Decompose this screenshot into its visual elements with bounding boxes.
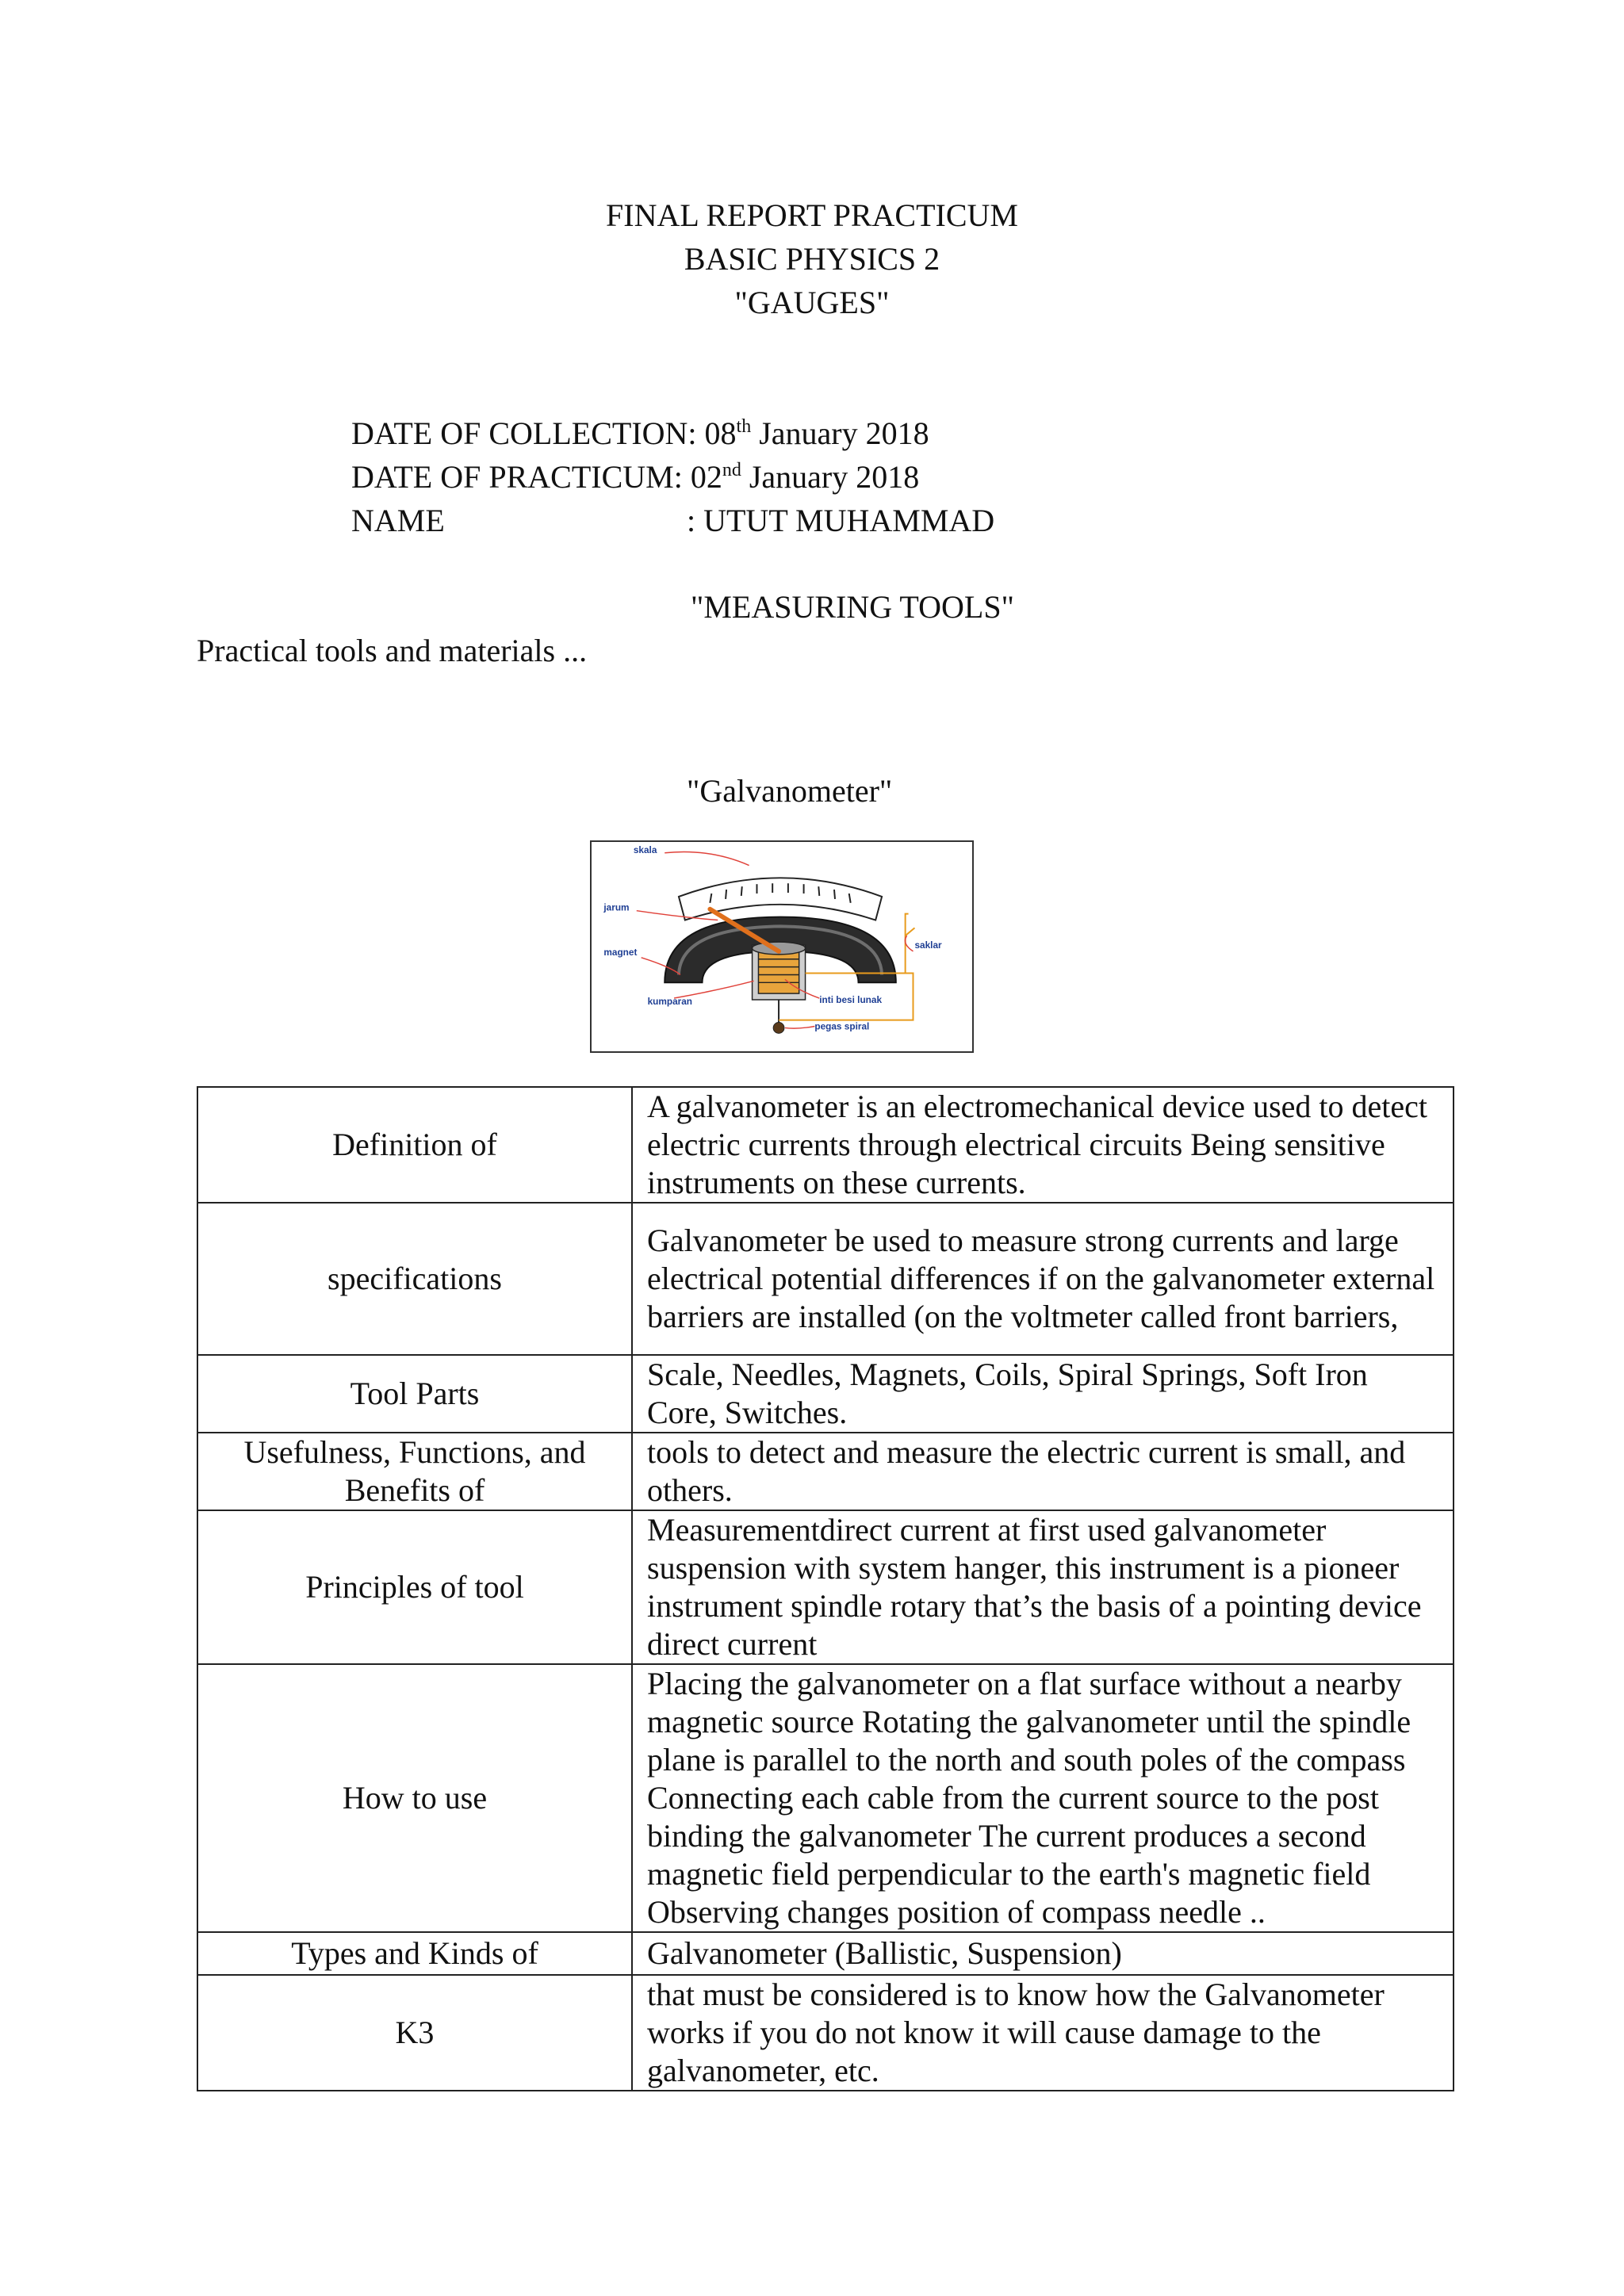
table-row — [197, 1203, 1454, 1355]
report-title: FINAL REPORT PRACTICUM — [606, 197, 1018, 233]
practicum-date-line — [351, 458, 919, 496]
table-row — [197, 1975, 1454, 2091]
name-value: : UTUT MUHAMMAD — [687, 503, 995, 538]
row-value: Galvanometer be used to measure strong currents and large electrical potential differences if on the galvanometer external barriers are installed (on the voltmeter called front barriers, — [632, 1203, 1454, 1355]
row-name: How to use — [197, 1664, 632, 1932]
row-value: Galvanometer (Ballistic, Suspension) — [632, 1932, 1454, 1975]
pole-u-label: U — [721, 972, 728, 984]
table-row — [197, 1664, 1454, 1932]
practicum-date-rest: January 2018 — [741, 459, 920, 495]
row-name: Principles of tool — [197, 1510, 632, 1664]
row-value: tools to detect and measure the electric current is small, and others. — [632, 1433, 1454, 1510]
label-saklar: saklar — [914, 939, 942, 951]
row-name: Tool Parts — [197, 1355, 632, 1433]
report-subject: "GAUGES" — [734, 285, 890, 320]
practicum-date-suffix: nd — [722, 460, 741, 480]
row-value: that must be considered is to know how the Galvanometer works if you do not know it will cause damage to the galvanometer, etc. — [632, 1975, 1454, 2091]
collection-date-rest: January 2018 — [751, 415, 929, 451]
label-inti-besi: inti besi lunak — [819, 993, 883, 1005]
label-pegas-spiral: pegas spiral — [814, 1020, 870, 1032]
row-value: Measurementdirect current at first used galvanometer suspension with system hanger, this instrument is a pioneer instrument spindle rotary that’s the basis of a pointing device direct current — [632, 1510, 1454, 1664]
row-value: Scale, Needles, Magnets, Coils, Spiral Springs, Soft Iron Core, Switches. — [632, 1355, 1454, 1433]
intro-text: Practical tools and materials ... — [197, 633, 588, 668]
scale-arc — [679, 878, 882, 920]
label-magnet: magnet — [603, 946, 638, 958]
practicum-date-label: DATE OF PRACTICUM: — [351, 459, 691, 495]
galvanometer-table — [197, 1086, 1454, 2091]
row-name: specifications — [197, 1203, 632, 1355]
collection-date-line — [351, 415, 929, 453]
table-row — [197, 1087, 1454, 1203]
figure-title: "Galvanometer" — [687, 773, 893, 809]
row-name: Types and Kinds of — [197, 1932, 632, 1975]
table-row — [197, 1433, 1454, 1510]
course-title: BASIC PHYSICS 2 — [684, 241, 940, 277]
section-title: "MEASURING TOOLS" — [691, 589, 1014, 625]
pole-s-label: S — [830, 972, 837, 984]
row-value: Placing the galvanometer on a flat surface without a nearby magnetic source Rotating the galvanometer until the spindle plane is parallel to the north and south poles of the compass Connecting each cable from the current source to the post binding the galvanometer The current produces a second magnetic field perpendicular to the earth's magnetic field Observing changes position of compass needle .. — [632, 1664, 1454, 1932]
collection-date-suffix: th — [736, 416, 752, 437]
table-row — [197, 1932, 1454, 1975]
table-row — [197, 1355, 1454, 1433]
label-kumparan: kumparan — [647, 995, 693, 1007]
collection-date-day: 08 — [704, 415, 737, 451]
row-name: K3 — [197, 1975, 632, 2091]
practicum-date-day: 02 — [690, 459, 722, 495]
spiral-spring — [773, 1023, 784, 1034]
label-jarum: jarum — [603, 901, 630, 913]
name-label: NAME — [351, 503, 445, 538]
table-row — [197, 1510, 1454, 1664]
row-value: A galvanometer is an electromechanical device used to detect electric currents through electrical circuits Being sensitive instruments on these currents. — [632, 1087, 1454, 1203]
collection-date-label: DATE OF COLLECTION: — [351, 415, 705, 451]
label-skala: skala — [633, 844, 657, 855]
row-name: Usefulness, Functions, and Benefits of — [197, 1433, 632, 1510]
galvanometer-diagram — [590, 840, 974, 1053]
row-name: Definition of — [197, 1087, 632, 1203]
